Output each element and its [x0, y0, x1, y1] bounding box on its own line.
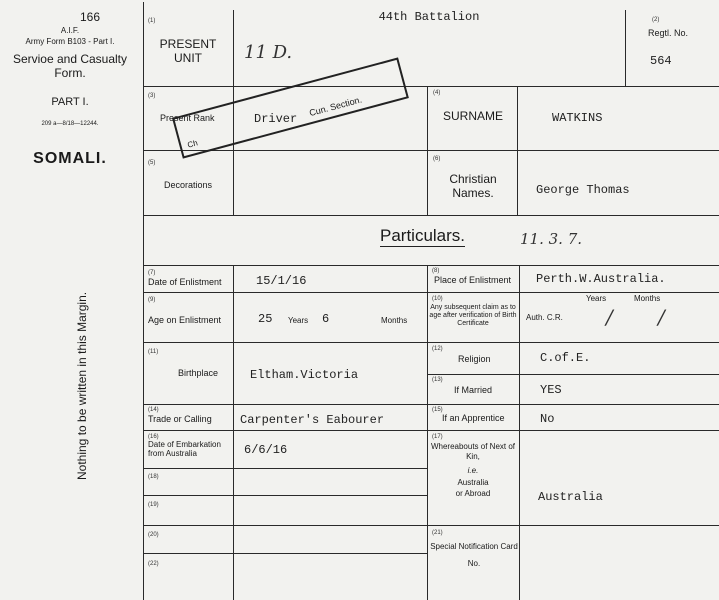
- row-line: [143, 404, 719, 405]
- section-number: (5): [148, 160, 156, 166]
- section-number: (3): [148, 93, 156, 99]
- birthplace-label: Birthplace: [178, 368, 219, 378]
- age-months-value: 6: [322, 312, 330, 326]
- claim-years-value: /: [606, 305, 613, 329]
- age-years-value: 25: [258, 312, 273, 326]
- regtl-no-value: 564: [650, 54, 672, 68]
- section-number: (21): [432, 530, 443, 536]
- if-apprentice-label: If an Apprentice: [442, 413, 505, 423]
- age-years-label: Years: [288, 316, 309, 325]
- embarkation-label: Date of Embarkation from Australia: [148, 440, 221, 458]
- married-value: YES: [540, 383, 562, 397]
- form-number: 166: [79, 10, 101, 24]
- row-line: [143, 265, 719, 266]
- row-line: [143, 553, 427, 554]
- col-line: [517, 86, 518, 215]
- section-number: (18): [148, 474, 159, 480]
- trade-label: Trade or Calling: [148, 414, 212, 424]
- particulars-handwritten: 11. 3. 7.: [520, 230, 583, 248]
- row-line: [143, 495, 427, 496]
- form-title: Servioe and Casualty Form.: [12, 52, 128, 80]
- rotated-stamp: [172, 57, 409, 158]
- date-of-enlistment-value: 15/1/16: [256, 274, 307, 288]
- embarkation-value: 6/6/16: [244, 443, 288, 457]
- section-number: (15): [432, 407, 443, 413]
- row-line: [143, 292, 719, 293]
- if-married-label: If Married: [454, 385, 493, 395]
- whereabouts-label: Whereabouts of Next of Kin,: [430, 442, 516, 461]
- section-number: (11): [148, 349, 159, 355]
- row-line: [143, 215, 719, 216]
- section-number: (8): [432, 268, 440, 274]
- regtl-no-label: Regtl. No.: [648, 28, 689, 38]
- decorations-label: Decorations: [164, 180, 213, 190]
- army-form-label: Army Form B103 - Part I.: [25, 37, 115, 46]
- section-number: (9): [148, 297, 156, 303]
- claim-months-value: /: [658, 305, 665, 329]
- col-line: [233, 265, 234, 600]
- form-part: PART I.: [51, 96, 89, 108]
- section-number: (20): [148, 532, 159, 538]
- section-number: (19): [148, 502, 159, 508]
- row-line: [143, 86, 719, 87]
- surname-label: SURNAME: [442, 109, 503, 123]
- left-border: [143, 2, 144, 600]
- claim-months-label: Months: [634, 294, 661, 303]
- row-line: [427, 374, 719, 375]
- christian-names-value: George Thomas: [536, 183, 630, 197]
- section-number: (13): [432, 377, 443, 383]
- ship-stamp: SOMALI.: [33, 150, 107, 167]
- aif-label: A.I.F.: [60, 26, 80, 35]
- present-unit-label: PRESENT UNIT: [159, 37, 217, 65]
- subsequent-claim-label: Any subsequent claim as to age after verification of Birth Certificate: [429, 304, 517, 327]
- row-line: [143, 468, 427, 469]
- section-number: (4): [433, 90, 441, 96]
- rank-value: Driver: [254, 112, 298, 126]
- apprentice-value: No: [540, 412, 555, 426]
- age-months-label: Months: [381, 316, 408, 325]
- section-number: (16): [148, 434, 159, 440]
- religion-label: Religion: [458, 354, 491, 364]
- stamp-line-2: Cun. Section.: [308, 94, 363, 119]
- row-line: [143, 342, 719, 343]
- section-number: (1): [148, 18, 156, 24]
- claim-years-label: Years: [586, 294, 607, 303]
- next-of-kin-value: Australia: [538, 490, 603, 504]
- col-line: [625, 10, 626, 86]
- section-number: (12): [432, 346, 443, 352]
- section-number: (7): [148, 270, 156, 276]
- row-line: [143, 150, 719, 151]
- col-line: [427, 86, 428, 215]
- present-rank-label: Present Rank: [160, 113, 215, 123]
- religion-value: C.of.E.: [540, 351, 591, 365]
- section-number: (22): [148, 561, 159, 567]
- australia-or-abroad-label: Australia or Abroad: [455, 478, 491, 498]
- section-number: (6): [433, 156, 441, 162]
- unit-typed-value: 44th Battalion: [378, 10, 480, 24]
- age-on-enlistment-label: Age on Enlistment: [148, 315, 222, 325]
- birthplace-value: Eltham.Victoria: [250, 368, 359, 382]
- section-number: (10): [432, 296, 443, 302]
- print-code: 209 a—8/18—12244.: [41, 121, 99, 127]
- margin-note: Nothing to be written in this Margin.: [75, 291, 89, 480]
- surname-value: WATKINS: [552, 111, 603, 125]
- date-of-enlistment-label: Date of Enlistment: [148, 277, 222, 287]
- particulars-heading: Particulars.: [380, 226, 466, 245]
- row-line: [143, 525, 719, 526]
- section-number: (2): [652, 17, 660, 23]
- stamp-line-1: Ch: [186, 138, 199, 150]
- ie-label: i.e.: [467, 466, 479, 475]
- section-number: (14): [148, 407, 159, 413]
- place-of-enlistment-label: Place of Enlistment: [434, 275, 512, 285]
- unit-handwritten-value: 11 D.: [244, 42, 293, 63]
- christian-names-label: Christian Names.: [449, 172, 497, 200]
- section-number: (17): [432, 434, 443, 440]
- special-notification-label: Special Notification Card No.: [430, 542, 518, 568]
- trade-value: Carpenter's Eabourer: [240, 413, 385, 427]
- place-of-enlistment-value: Perth.W.Australia.: [536, 272, 666, 286]
- auth-cr-label: Auth. C.R.: [526, 313, 563, 322]
- row-line: [143, 430, 719, 431]
